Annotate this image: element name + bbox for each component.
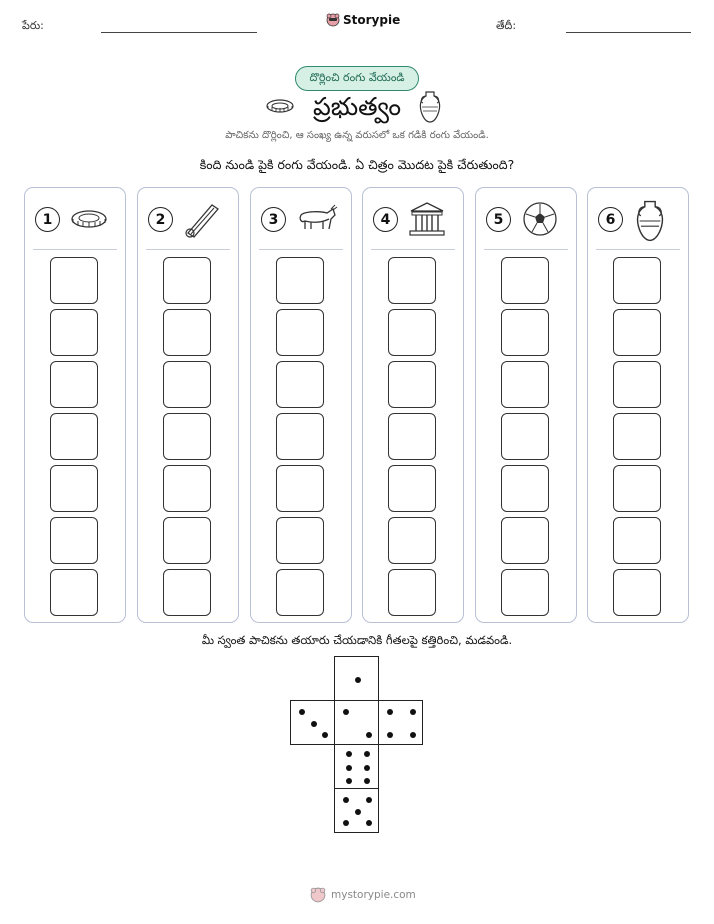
column-1 xyxy=(24,187,126,623)
dice-pip xyxy=(387,709,393,715)
dice-pip xyxy=(364,765,370,771)
color-cell[interactable] xyxy=(613,361,661,408)
dice-pip xyxy=(346,778,352,784)
color-cell[interactable] xyxy=(276,517,324,564)
color-cell[interactable] xyxy=(50,517,98,564)
dice-face-4 xyxy=(378,700,423,745)
activity-badge: దొర్లించి రంగు వేయండి xyxy=(295,66,419,91)
soccer-ball-icon xyxy=(520,199,560,243)
color-cell[interactable] xyxy=(613,517,661,564)
column-divider xyxy=(371,249,455,250)
dice-pip xyxy=(299,709,305,715)
dice-pip xyxy=(343,709,349,715)
name-label: పేరు: xyxy=(22,19,44,32)
dice-pip xyxy=(355,809,361,815)
aqueduct-icon xyxy=(182,199,222,243)
footer xyxy=(310,887,416,903)
column-2 xyxy=(137,187,239,623)
amphora-icon xyxy=(632,199,668,247)
color-cell[interactable] xyxy=(276,361,324,408)
color-cell[interactable] xyxy=(388,517,436,564)
color-cell[interactable] xyxy=(388,257,436,304)
color-cell[interactable] xyxy=(163,309,211,356)
color-cell[interactable] xyxy=(388,569,436,616)
dice-face-3 xyxy=(290,700,335,745)
color-cell[interactable] xyxy=(501,465,549,512)
color-cell[interactable] xyxy=(50,569,98,616)
colosseum-icon xyxy=(69,199,109,243)
color-cell[interactable] xyxy=(501,361,549,408)
date-label: తేదీ: xyxy=(496,19,517,32)
color-cell[interactable] xyxy=(613,465,661,512)
dice-pip xyxy=(343,797,349,803)
color-cell[interactable] xyxy=(276,569,324,616)
color-cell[interactable] xyxy=(501,569,549,616)
color-cell[interactable] xyxy=(613,257,661,304)
dice-pip xyxy=(364,778,370,784)
dice-pip xyxy=(311,721,317,727)
dice-pip xyxy=(346,751,352,757)
color-cell[interactable] xyxy=(50,413,98,460)
dice-pip xyxy=(346,765,352,771)
column-divider xyxy=(596,249,680,250)
column-5 xyxy=(475,187,577,623)
color-cell[interactable] xyxy=(276,257,324,304)
column-4 xyxy=(362,187,464,623)
color-cell[interactable] xyxy=(163,257,211,304)
temple-icon xyxy=(407,199,447,243)
brand-logo xyxy=(326,13,400,27)
title-row xyxy=(0,90,714,126)
color-cell[interactable] xyxy=(163,517,211,564)
color-cell[interactable] xyxy=(388,309,436,356)
dice-face-2 xyxy=(334,700,379,745)
dice-face-5 xyxy=(334,788,379,833)
dice-pip xyxy=(410,709,416,715)
name-line[interactable] xyxy=(101,32,257,33)
column-divider xyxy=(484,249,568,250)
color-cell[interactable] xyxy=(613,413,661,460)
dice-face-1 xyxy=(334,656,379,701)
dice-pip xyxy=(364,751,370,757)
column-number: 1 xyxy=(35,207,60,232)
color-cell[interactable] xyxy=(613,569,661,616)
dice-pip xyxy=(366,797,372,803)
dice-face-6 xyxy=(334,744,379,789)
color-cell[interactable] xyxy=(501,517,549,564)
column-divider xyxy=(259,249,343,250)
color-cell[interactable] xyxy=(163,361,211,408)
mascot-icon xyxy=(326,13,340,27)
column-6 xyxy=(587,187,689,623)
dice-pip xyxy=(343,820,349,826)
footer-url[interactable]: mystorypie.com xyxy=(331,889,416,901)
color-cell[interactable] xyxy=(388,361,436,408)
mascot-icon xyxy=(310,887,326,903)
color-cell[interactable] xyxy=(388,465,436,512)
color-cell[interactable] xyxy=(276,413,324,460)
color-cell[interactable] xyxy=(501,413,549,460)
question: కింది నుండి పైకి రంగు వేయండి. ఏ చిత్రం మొదట పైకి చేరుతుంది? xyxy=(199,157,515,172)
color-cell[interactable] xyxy=(163,465,211,512)
subtitle: పాచికను దొర్లించి, ఆ సంఖ్య ఉన్న వరుసలో ఒక గడికి రంగు వేయండి. xyxy=(225,130,489,141)
color-cell[interactable] xyxy=(501,309,549,356)
column-number: 4 xyxy=(373,207,398,232)
ox-icon xyxy=(295,199,339,243)
dice-pip xyxy=(410,732,416,738)
dice-pip xyxy=(366,820,372,826)
column-3 xyxy=(250,187,352,623)
color-cell[interactable] xyxy=(276,465,324,512)
color-cell[interactable] xyxy=(50,361,98,408)
brand-name: Storypie xyxy=(343,13,401,27)
color-cell[interactable] xyxy=(163,569,211,616)
color-cell[interactable] xyxy=(613,309,661,356)
amphora-icon xyxy=(418,90,442,124)
dice-pip xyxy=(387,732,393,738)
color-cell[interactable] xyxy=(50,257,98,304)
colosseum-icon xyxy=(266,98,294,114)
color-cell[interactable] xyxy=(50,465,98,512)
page-title: ప్రభుత్వం xyxy=(312,92,402,121)
column-divider xyxy=(33,249,117,250)
date-line[interactable] xyxy=(566,32,691,33)
column-number: 2 xyxy=(148,207,173,232)
cut-instruction: మీ స్వంత పాచికను తయారు చేయడానికి గీతలపై కత్తిరించి, మడవండి. xyxy=(201,633,513,647)
color-cell[interactable] xyxy=(50,309,98,356)
dice-pip xyxy=(366,732,372,738)
color-cell[interactable] xyxy=(163,413,211,460)
dice-pip xyxy=(355,677,361,683)
column-number: 6 xyxy=(598,207,623,232)
column-number: 5 xyxy=(486,207,511,232)
column-number: 3 xyxy=(261,207,286,232)
color-cell[interactable] xyxy=(276,309,324,356)
column-divider xyxy=(146,249,230,250)
color-cell[interactable] xyxy=(388,413,436,460)
color-cell[interactable] xyxy=(501,257,549,304)
dice-pip xyxy=(322,732,328,738)
